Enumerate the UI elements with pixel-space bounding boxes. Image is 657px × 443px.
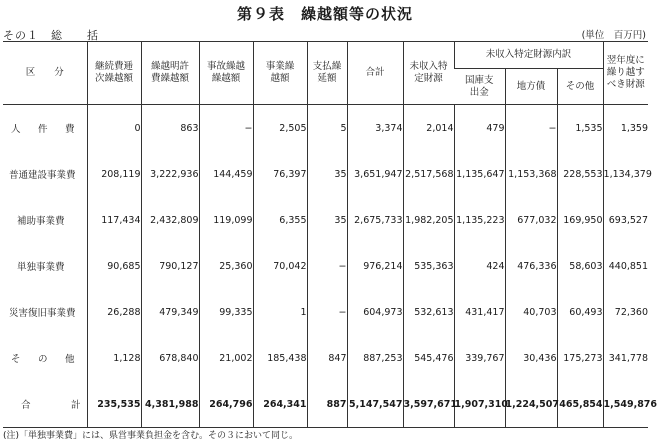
- cell: 119,099: [199, 197, 253, 243]
- total-label: 合 計: [21, 400, 81, 411]
- cell: 2,505: [253, 105, 307, 152]
- cell: 208,119: [87, 151, 141, 197]
- carryover-table: [3, 41, 657, 428]
- cell: −: [199, 105, 253, 152]
- cell: 60,493: [557, 289, 603, 335]
- cell: 2,517,568: [403, 151, 454, 197]
- row-label: 災害復旧事業費: [9, 308, 76, 319]
- cell: −: [307, 289, 347, 335]
- row-label: そ の 他: [11, 354, 75, 365]
- header-treasury: 国庫支出金: [454, 69, 505, 105]
- total-row: [3, 381, 648, 428]
- table-row: [3, 105, 648, 152]
- table-title: 第９表 繰越額等の状況: [236, 5, 413, 23]
- cell: 99,335: [199, 289, 253, 335]
- header-payment-delay: 支払繰延額: [307, 42, 347, 105]
- cell: 35: [307, 151, 347, 197]
- cell: 58,603: [557, 243, 603, 289]
- cell: 5: [307, 105, 347, 152]
- row-label: 普通建設事業費: [9, 170, 76, 181]
- cell: 847: [307, 335, 347, 381]
- total-cell: 1,224,507: [505, 381, 557, 428]
- cell: 144,459: [199, 151, 253, 197]
- cell: 863: [141, 105, 199, 152]
- total-cell: 887: [307, 381, 347, 428]
- cell: 169,950: [557, 197, 603, 243]
- cell: 70,042: [253, 243, 307, 289]
- header-category: 区 分: [3, 42, 87, 105]
- header-project: 事業繰越額: [253, 42, 307, 105]
- cell: 1,153,368: [505, 151, 557, 197]
- cell: 3,222,936: [141, 151, 199, 197]
- cell: 535,363: [403, 243, 454, 289]
- row-label: 人 件 費: [11, 124, 75, 135]
- total-cell: 1,907,310: [454, 381, 505, 428]
- cell: 532,613: [403, 289, 454, 335]
- cell: 887,253: [347, 335, 403, 381]
- unit-label: (単位 百万円): [581, 30, 646, 41]
- table-row: [3, 151, 648, 197]
- cell: 693,527: [603, 197, 648, 243]
- cell: 424: [454, 243, 505, 289]
- cell: 976,214: [347, 243, 403, 289]
- cell: 30,436: [505, 335, 557, 381]
- cell: 26,288: [87, 289, 141, 335]
- row-label: 単独事業費: [17, 262, 65, 273]
- header-local-bond: 地方債: [505, 69, 557, 105]
- cell: 431,417: [454, 289, 505, 335]
- cell: 1,359: [603, 105, 648, 152]
- total-cell: 4,381,988: [141, 381, 199, 428]
- cell: 1: [253, 289, 307, 335]
- total-cell: 3,597,671: [403, 381, 454, 428]
- cell: 3,374: [347, 105, 403, 152]
- cell: 76,397: [253, 151, 307, 197]
- total-cell: 264,796: [199, 381, 253, 428]
- header-unreceived-specific: 未収入特定財源: [403, 42, 454, 105]
- header-total: 合計: [347, 42, 403, 105]
- cell: 6,355: [253, 197, 307, 243]
- cell: 790,127: [141, 243, 199, 289]
- cell: 40,703: [505, 289, 557, 335]
- table-row: [3, 243, 648, 289]
- header-breakdown: 未収入特定財源内訳: [454, 42, 603, 69]
- header-other: その他: [557, 69, 603, 105]
- table-row: [3, 197, 648, 243]
- cell: 72,360: [603, 289, 648, 335]
- cell: 545,476: [403, 335, 454, 381]
- cell: 35: [307, 197, 347, 243]
- total-cell: 1,549,876: [603, 381, 648, 428]
- cell: 90,685: [87, 243, 141, 289]
- header-accident: 事故繰越繰越額: [199, 42, 253, 105]
- cell: 677,032: [505, 197, 557, 243]
- row-label: 補助事業費: [17, 216, 65, 227]
- cell: 175,273: [557, 335, 603, 381]
- cell: −: [505, 105, 557, 152]
- cell: 0: [87, 105, 141, 152]
- cell: 341,778: [603, 335, 648, 381]
- cell: 476,336: [505, 243, 557, 289]
- cell: 185,438: [253, 335, 307, 381]
- footnote: (注)「単独事業費」には、県営事業負担金を含む。その３において同じ。: [3, 431, 299, 441]
- cell: 440,851: [603, 243, 648, 289]
- cell: −: [307, 243, 347, 289]
- cell: 1,128: [87, 335, 141, 381]
- cell: 2,675,733: [347, 197, 403, 243]
- cell: 1,134,379: [603, 151, 648, 197]
- cell: 339,767: [454, 335, 505, 381]
- cell: 1,135,223: [454, 197, 505, 243]
- table-row: [3, 335, 648, 381]
- total-cell: 465,854: [557, 381, 603, 428]
- cell: 678,840: [141, 335, 199, 381]
- cell: 1,982,205: [403, 197, 454, 243]
- total-cell: 5,147,547: [347, 381, 403, 428]
- cell: 25,360: [199, 243, 253, 289]
- cell: 1,135,647: [454, 151, 505, 197]
- cell: 228,553: [557, 151, 603, 197]
- cell: 21,002: [199, 335, 253, 381]
- cell: 3,651,947: [347, 151, 403, 197]
- header-next-year: 翌年度に繰り越すべき財源: [603, 42, 648, 105]
- total-cell: 264,341: [253, 381, 307, 428]
- cell: 479: [454, 105, 505, 152]
- header-explicit: 繰越明許費繰越額: [141, 42, 199, 105]
- header-continuing: 継続費逓次繰越額: [87, 42, 141, 105]
- table-row: [3, 289, 648, 335]
- cell: 117,434: [87, 197, 141, 243]
- total-cell: 235,535: [87, 381, 141, 428]
- cell: 2,432,809: [141, 197, 199, 243]
- cell: 2,014: [403, 105, 454, 152]
- cell: 1,535: [557, 105, 603, 152]
- table-subtitle: その１ 総 括: [3, 29, 99, 42]
- cell: 479,349: [141, 289, 199, 335]
- cell: 604,973: [347, 289, 403, 335]
